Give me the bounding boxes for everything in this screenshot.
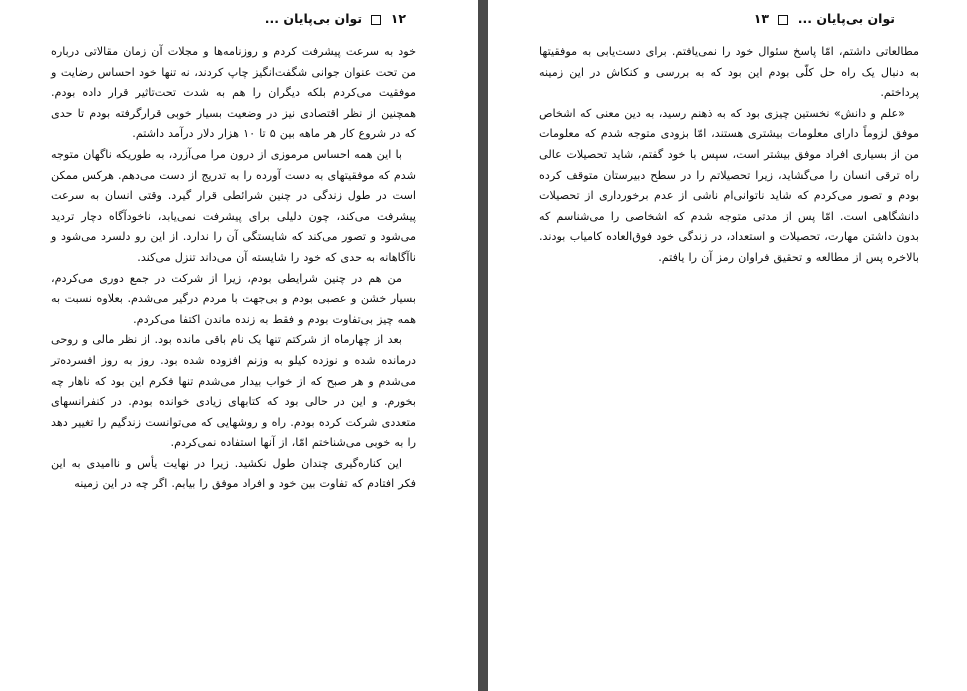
left-page-header xyxy=(265,10,406,28)
right-page-body xyxy=(539,42,919,269)
right-page xyxy=(488,0,967,691)
paragraph: خود به سرعت پیشرفت کردم و روزنامه‌ها و مجلات آن زمان مقالاتی درباره من تحت عنوان جوانی شگفت‌انگیز چاپ کردند، نه تنها خود احساس رضایت و موفقیت می‌کردم بلکه دیگران را هم به شدت تحت‌تاثیر قرار داده بودم. همچنین از نظر اقتصادی نیز در وضعیت بسیار خوبی قرارگرفته بودم تا حدی که در شروع کار هر ماهه بین ۵ تا ۱۰ هزار دلار درآمد داشتم. xyxy=(51,45,416,141)
paragraph: «علم و دانش» نخستین چیزی بود که به ذهنم رسید، به دین معنی که اشخاص موفق لزوماً دارای معلومات بیشتری هستند، امّا بزودی متوجه شدم که معلومات من از بسیاری افراد موفق بیشتر است، سپس با خود گفتم، شاید تحصیلات عالی راه ترقی انسان را می‌گشاید، زیرا تحصیلاتم را در سطح دبیرستان متوقف کرده بودم و تصور می‌کردم که شاید ناتوانی‌ام ناشی از عدم برخورداری از تحصیلات دانشگاهی است. امّا پس از مدتی متوجه شدم که اشخاصی را می‌شناسم که بدون داشتن مهارت، تحصیلات و استعداد، در زندگی خود فوق‌العاده کامیاب بودند. بالاخره پس از مطالعه و تحقیق فراوان رمز آن را یافتم. xyxy=(539,106,919,264)
left-page-number: ١٢ xyxy=(390,11,406,26)
paragraph: مطالعاتی داشتم، امّا پاسخ سئوال خود را نمی‌یافتم. برای دست‌یابی به موفقیتها به دنبال یک راه حل کلّی بودم این بود که به بررسی و کنکاش در این زمینه پرداختم. xyxy=(539,45,919,100)
right-page-running-title: توان بی‌پایان ... xyxy=(797,11,895,26)
right-page-number: ١٣ xyxy=(753,11,770,26)
paragraph: بعد از چهارماه از شرکتم تنها یک نام باقی مانده بود. از نظر مالی و روحی درمانده شده و نوزده کیلو به وزنم افزوده شده بود. روز به روز افسرده‌تر می‌شدم و هر صبح که از خواب بیدار می‌شدم تنها فکرم این بود که ناهار چه بخورم. و این در حالی بود که کتابهای زیادی خوانده بودم. در کنفرانسهای متعددی شرکت کرده بودم. راه و روشهایی که می‌توانست زندگیم را تغییر دهد را به خوبی می‌شناختم امّا، از آنها استفاده نمی‌کردم. xyxy=(51,333,416,450)
square-separator-icon xyxy=(371,15,381,25)
left-page-body xyxy=(51,42,416,495)
right-page-header xyxy=(754,10,895,28)
paragraph: این کناره‌گیری چندان طول نکشید. زیرا در نهایت یأس و ناامیدی به این فکر افتادم که تفاوت بین خود و افراد موفق را بیابم. اگر چه در این زمینه xyxy=(51,456,416,491)
left-page-running-title: توان بی‌پایان ... xyxy=(264,11,363,26)
book-spine-gutter xyxy=(478,0,488,691)
paragraph: من هم در چنین شرایطی بودم، زیرا از شرکت در جمع دوری می‌کردم، بسیار خشن و عصبی بودم و بی‌جهت با مردم درگیر می‌شدم. بعلاوه نسبت به همه چیز بی‌تفاوت بودم و فقط به زنده ماندن اکتفا می‌کردم. xyxy=(51,271,416,326)
left-page xyxy=(0,0,478,691)
square-separator-icon xyxy=(778,15,788,25)
paragraph: با این همه احساس مرموزی از درون مرا می‌آزرد، به طوریکه ناگهان متوجه شدم که موفقیتهای به دست آورده را به تدریج از دست می‌دهم. هرکس ممکن است در طول زندگی در چنین شرائطی قرار گیرد. وقتی انسان به سرعت پیشرفت می‌کند، چون دلیلی برای پیشرفت نمی‌یابد، ناخودآگاه دچار تردید می‌شود و تصور می‌کند که شایستگی آن را ندارد. از این رو دلسرد می‌شود و ناآگاهانه به حدی که خود را شایسته آن می‌داند تنزل می‌کند. xyxy=(51,147,416,264)
